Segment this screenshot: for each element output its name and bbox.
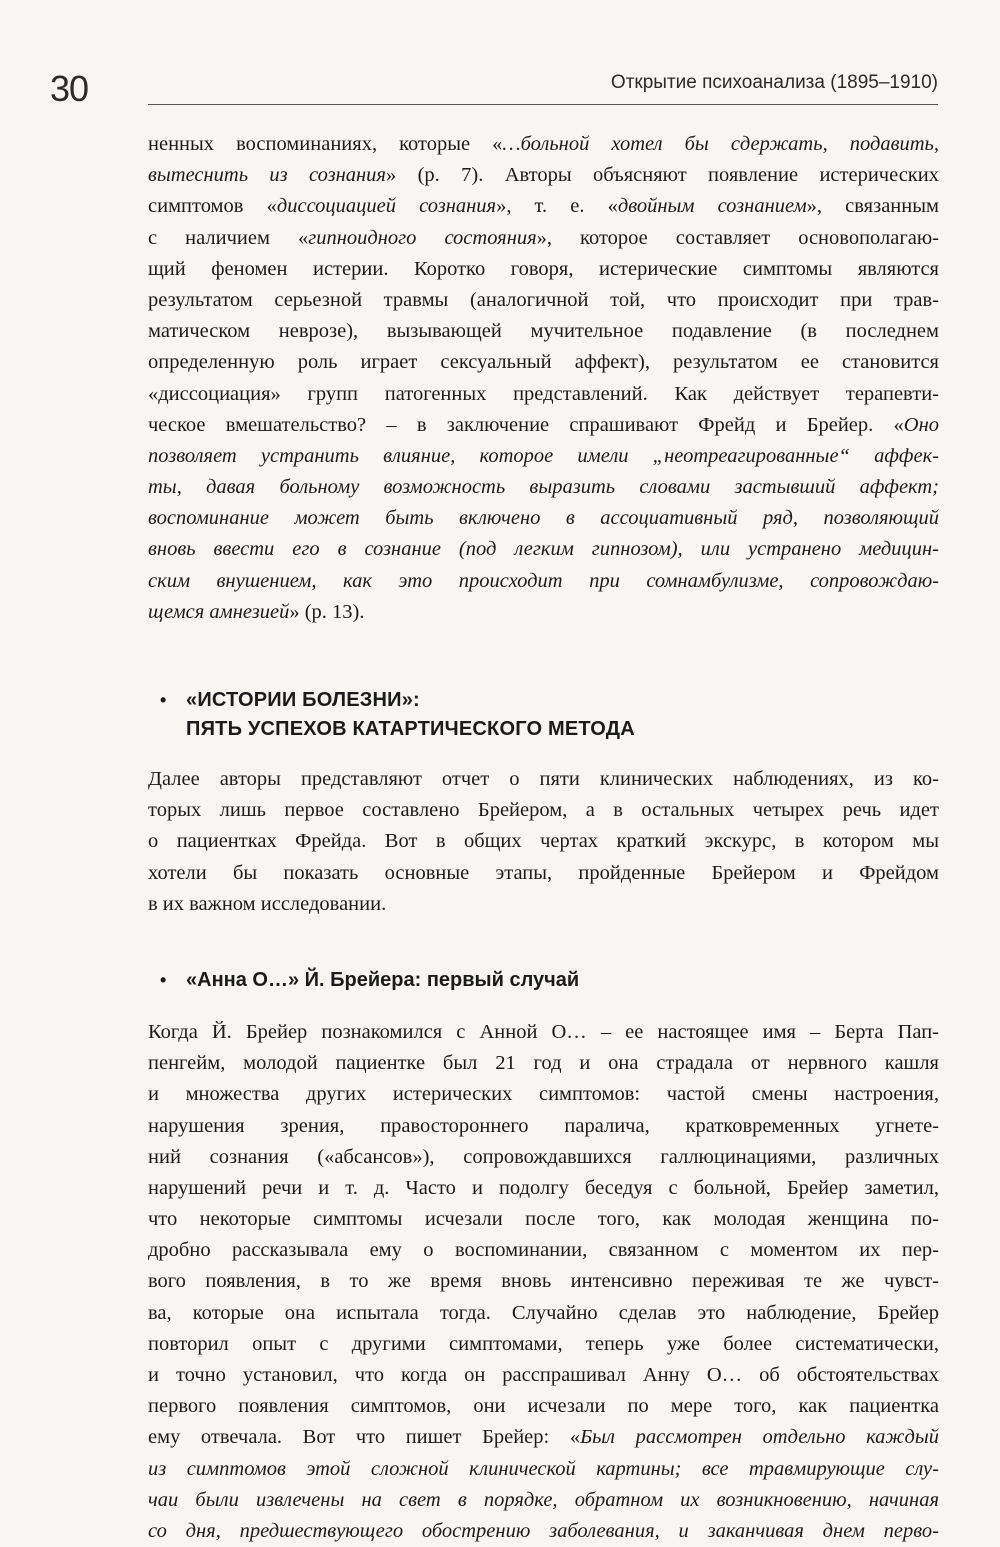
paragraph-3 xyxy=(148,1017,939,1547)
text-line: и точно установил, что когда он расспрашивал Анну О… об обстоятельствах xyxy=(148,1364,939,1386)
text-line: первого появления симптомов, они исчезали по мере того, как пациентка xyxy=(148,1395,939,1418)
text-line: что некоторые симптомы исчезали после того, как молодая женщина по- xyxy=(148,1208,939,1231)
text-line: позволяет устранить влияние, которое имели „неотреагированные“ аффек- xyxy=(148,444,939,467)
text-line: хотели бы показать основные этапы, пройденные Брейером и Фрейдом xyxy=(148,861,939,884)
text-line: вытеснить из сознания» (р. 7). Авторы объясняют появление истерических xyxy=(148,164,939,187)
text-line: вого появления, в то же время вновь интенсивно переживая те же чувст- xyxy=(148,1270,939,1293)
text-line: щий феномен истерии. Коротко говоря, истерические симптомы являются xyxy=(148,257,939,280)
text-line: о пациентках Фрейда. Вот в общих чертах краткий экскурс, в котором мы xyxy=(148,830,939,853)
text-line: и множества других истерических симптомов: частой смены настроения, xyxy=(148,1083,939,1106)
heading-text: «Анна О…» Й. Брейера: первый случай xyxy=(186,968,580,991)
text-line: со дня, предшествующего обострению заболевания, и заканчивая днем перво- xyxy=(148,1519,939,1542)
running-head: Открытие психоанализа (1895–1910) xyxy=(610,72,938,93)
heading-line-1: «ИСТОРИИ БОЛЕЗНИ»: xyxy=(186,689,420,711)
paragraph-1 xyxy=(148,129,939,628)
heading-line-2: ПЯТЬ УСПЕХОВ КАТАРТИЧЕСКОГО МЕТОДА xyxy=(186,718,635,740)
text-line: симптомов «диссоциацией сознания», т. е. «двойным сознанием», связанным xyxy=(148,195,939,218)
text-line: «диссоциация» групп патогенных представлений. Как действует терапевти- xyxy=(148,382,939,405)
text-line: ва, которые она испытала тогда. Случайно сделав это наблюдение, Брейер xyxy=(148,1301,939,1324)
section-heading-case-histories xyxy=(148,686,939,744)
text-line: ний сознания («абсансов»), сопровождавшихся галлюцинациями, различных xyxy=(148,1145,939,1168)
text-line: повторил опыт с другими симптомами, теперь уже более систематически, xyxy=(148,1332,939,1355)
bullet-icon: • xyxy=(160,969,167,990)
text-line: воспоминание может быть включено в ассоциативный ряд, позволяющий xyxy=(148,507,939,530)
page-number: 30 xyxy=(50,68,89,109)
header-rule xyxy=(148,104,938,105)
text-line: торых лишь первое составлено Брейером, а в остальных четырех речь идет xyxy=(148,799,939,822)
bullet-icon: • xyxy=(160,690,167,710)
section-heading-anna-o xyxy=(148,966,939,995)
text-line: в их важном исследовании. xyxy=(148,892,387,915)
text-line: ческое вмешательство? – в заключение спрашивают Фрейд и Брейер. «Оно xyxy=(148,413,939,436)
text-line: дробно рассказывала ему о воспоминании, связанном с моментом их пер- xyxy=(148,1239,939,1262)
text-line: нарушений речи и т. д. Часто и подолгу беседуя с больной, Брейер заметил, xyxy=(148,1176,939,1199)
text-line: Когда Й. Брейер познакомился с Анной О… – ее настоящее имя – Берта Пап- xyxy=(148,1020,939,1043)
text-line: из симптомов этой сложной клинической картины; все травмирующие слу- xyxy=(148,1457,939,1480)
text-line: вновь ввести его в сознание (под легким гипнозом), или устранено медицин- xyxy=(148,538,939,561)
text-line: нарушения зрения, правостороннего паралича, кратковременных угнете- xyxy=(148,1114,939,1137)
text-line: с наличием «гипноидного состояния», которое составляет основополагаю- xyxy=(148,226,939,249)
text-line: ненных воспоминаниях, которые «…больной хотел бы сдержать, подавить, xyxy=(148,133,939,155)
text-line: результатом серьезной травмы (аналогичной той, что происходит при трав- xyxy=(148,288,939,311)
paragraph-2 xyxy=(148,764,939,920)
text-line: щемся амнезией» (р. 13). xyxy=(148,600,365,623)
page-body xyxy=(148,129,939,1547)
text-line: ским внушением, как это происходит при сомнамбулизме, сопровождаю- xyxy=(148,569,939,592)
text-line: ему отвечала. Вот что пишет Брейер: «Был рассмотрен отдельно каждый xyxy=(148,1426,939,1449)
text-line: матическом неврозе), вызывающей мучительное подавление (в последнем xyxy=(148,320,939,343)
text-line: пенгейм, молодой пациентке был 21 год и она страдала от нервного кашля xyxy=(148,1052,939,1075)
text-line: Далее авторы представляют отчет о пяти клинических наблюдениях, из ко- xyxy=(148,768,939,790)
text-line: ты, давая больному возможность выразить словами застывший аффект; xyxy=(148,476,939,499)
text-line: чаи были извлечены на свет в порядке, обратном их возникновению, начиная xyxy=(148,1488,939,1511)
text-line: определенную роль играет сексуальный аффект), результатом ее становится xyxy=(148,351,939,374)
